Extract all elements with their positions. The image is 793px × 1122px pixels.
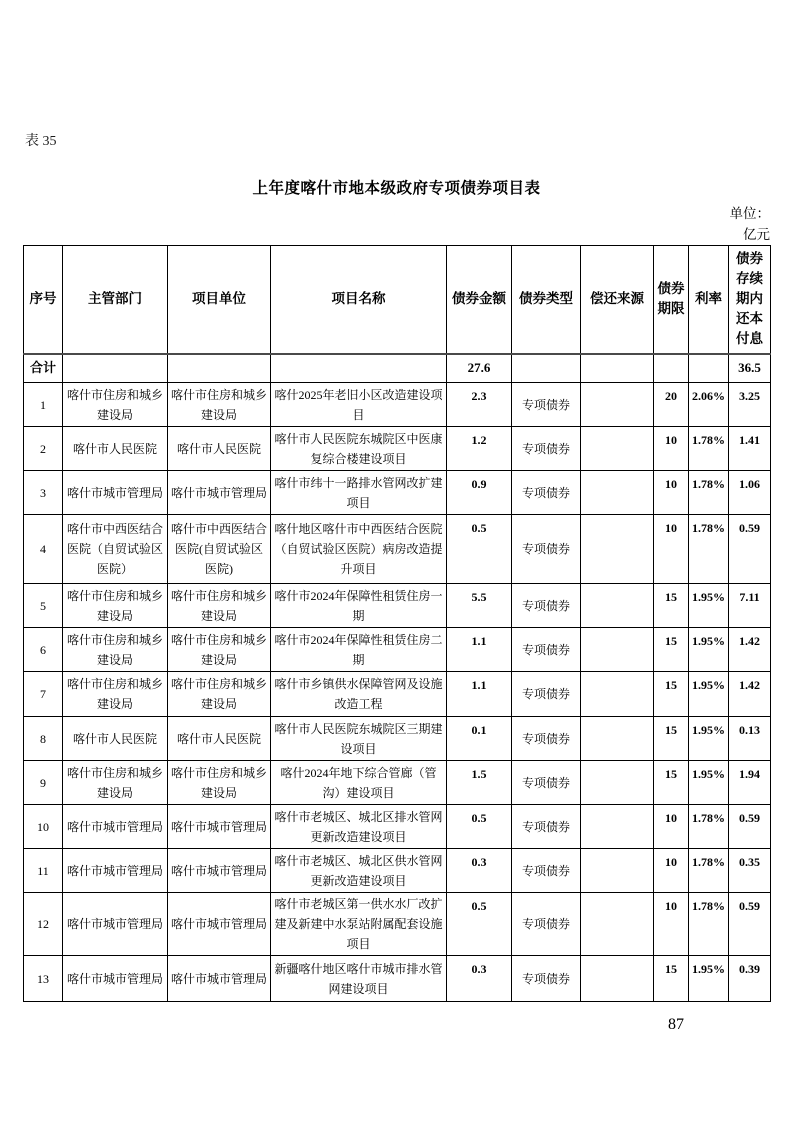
cell-repayment-source bbox=[581, 427, 654, 471]
cell-repayment-source bbox=[581, 956, 654, 1002]
cell-bond-amount: 5.5 bbox=[447, 584, 512, 628]
column-header-debt-service: 债券存续期内还本付息 bbox=[729, 246, 771, 354]
table-row bbox=[24, 584, 771, 628]
total-project-unit-cell bbox=[168, 354, 271, 383]
cell-project-unit: 喀什市中西医结合医院(自贸试验区医院) bbox=[168, 515, 271, 584]
cell-serial: 9 bbox=[24, 761, 63, 805]
cell-project-name: 喀什市老城区第一供水水厂改扩建及新建中水泵站附属配套设施项目 bbox=[271, 893, 447, 956]
total-row bbox=[24, 354, 771, 383]
table-row bbox=[24, 717, 771, 761]
cell-bond-term: 10 bbox=[654, 849, 689, 893]
cell-debt-service: 0.59 bbox=[729, 805, 771, 849]
cell-bond-type: 专项债券 bbox=[512, 893, 581, 956]
cell-serial: 2 bbox=[24, 427, 63, 471]
cell-project-unit: 喀什市住房和城乡建设局 bbox=[168, 672, 271, 717]
cell-debt-service: 0.59 bbox=[729, 893, 771, 956]
table-row bbox=[24, 427, 771, 471]
cell-project-unit: 喀什市住房和城乡建设局 bbox=[168, 584, 271, 628]
cell-project-name: 喀什市2024年保障性租赁住房一期 bbox=[271, 584, 447, 628]
total-bond-type-cell bbox=[512, 354, 581, 383]
table-header bbox=[24, 246, 771, 354]
cell-bond-term: 15 bbox=[654, 672, 689, 717]
table-row bbox=[24, 383, 771, 427]
cell-department: 喀什市人民医院 bbox=[63, 717, 168, 761]
unit-note-line1: 单位： bbox=[729, 206, 770, 221]
cell-department: 喀什市中西医结合医院（自贸试验区医院） bbox=[63, 515, 168, 584]
cell-project-name: 新疆喀什地区喀什市城市排水管网建设项目 bbox=[271, 956, 447, 1002]
cell-bond-term: 15 bbox=[654, 956, 689, 1002]
cell-bond-term: 10 bbox=[654, 471, 689, 515]
cell-serial: 8 bbox=[24, 717, 63, 761]
column-header-project-name: 项目名称 bbox=[271, 246, 447, 354]
cell-bond-term: 15 bbox=[654, 628, 689, 672]
cell-bond-amount: 0.3 bbox=[447, 956, 512, 1002]
cell-serial: 13 bbox=[24, 956, 63, 1002]
table-row bbox=[24, 471, 771, 515]
cell-interest-rate: 1.78% bbox=[689, 427, 729, 471]
cell-project-name: 喀什市纬十一路排水管网改扩建项目 bbox=[271, 471, 447, 515]
cell-debt-service: 1.06 bbox=[729, 471, 771, 515]
cell-repayment-source bbox=[581, 471, 654, 515]
cell-department: 喀什市人民医院 bbox=[63, 427, 168, 471]
cell-debt-service: 0.39 bbox=[729, 956, 771, 1002]
total-project-name-cell bbox=[271, 354, 447, 383]
cell-bond-amount: 1.1 bbox=[447, 628, 512, 672]
bond-projects-table bbox=[23, 245, 771, 1002]
cell-serial: 7 bbox=[24, 672, 63, 717]
cell-bond-amount: 0.3 bbox=[447, 849, 512, 893]
cell-interest-rate: 1.78% bbox=[689, 849, 729, 893]
table-row bbox=[24, 672, 771, 717]
cell-department: 喀什市城市管理局 bbox=[63, 471, 168, 515]
column-header-bond-type: 债券类型 bbox=[512, 246, 581, 354]
table-row bbox=[24, 956, 771, 1002]
cell-bond-type: 专项债券 bbox=[512, 383, 581, 427]
cell-interest-rate: 1.95% bbox=[689, 672, 729, 717]
unit-note bbox=[730, 203, 771, 245]
cell-project-unit: 喀什市城市管理局 bbox=[168, 805, 271, 849]
column-header-project-unit: 项目单位 bbox=[168, 246, 271, 354]
total-bond-term-cell bbox=[654, 354, 689, 383]
table-row bbox=[24, 849, 771, 893]
cell-bond-amount: 1.5 bbox=[447, 761, 512, 805]
total-interest-rate-cell bbox=[689, 354, 729, 383]
cell-interest-rate: 1.95% bbox=[689, 956, 729, 1002]
cell-repayment-source bbox=[581, 628, 654, 672]
cell-repayment-source bbox=[581, 849, 654, 893]
cell-bond-amount: 0.5 bbox=[447, 805, 512, 849]
table-row bbox=[24, 805, 771, 849]
cell-serial: 4 bbox=[24, 515, 63, 584]
cell-bond-term: 10 bbox=[654, 805, 689, 849]
cell-bond-type: 专项债券 bbox=[512, 761, 581, 805]
cell-serial: 11 bbox=[24, 849, 63, 893]
table-row bbox=[24, 761, 771, 805]
cell-project-unit: 喀什市城市管理局 bbox=[168, 956, 271, 1002]
cell-bond-term: 15 bbox=[654, 584, 689, 628]
column-header-interest-rate: 利率 bbox=[689, 246, 729, 354]
cell-interest-rate: 1.95% bbox=[689, 761, 729, 805]
cell-project-name: 喀什2024年地下综合管廊（管沟）建设项目 bbox=[271, 761, 447, 805]
cell-project-name: 喀什市人民医院东城院区中医康复综合楼建设项目 bbox=[271, 427, 447, 471]
cell-interest-rate: 1.95% bbox=[689, 584, 729, 628]
cell-bond-type: 专项债券 bbox=[512, 805, 581, 849]
cell-project-name: 喀什地区喀什市中西医结合医院（自贸试验区医院）病房改造提升项目 bbox=[271, 515, 447, 584]
cell-department: 喀什市住房和城乡建设局 bbox=[63, 383, 168, 427]
cell-repayment-source bbox=[581, 383, 654, 427]
cell-project-unit: 喀什市住房和城乡建设局 bbox=[168, 383, 271, 427]
cell-project-name: 喀什市老城区、城北区供水管网更新改造建设项目 bbox=[271, 849, 447, 893]
column-header-department: 主管部门 bbox=[63, 246, 168, 354]
column-header-bond-amount: 债券金额 bbox=[447, 246, 512, 354]
cell-department: 喀什市城市管理局 bbox=[63, 805, 168, 849]
cell-department: 喀什市住房和城乡建设局 bbox=[63, 628, 168, 672]
cell-serial: 3 bbox=[24, 471, 63, 515]
cell-bond-type: 专项债券 bbox=[512, 471, 581, 515]
cell-project-unit: 喀什市城市管理局 bbox=[168, 849, 271, 893]
cell-debt-service: 1.94 bbox=[729, 761, 771, 805]
cell-project-unit: 喀什市住房和城乡建设局 bbox=[168, 628, 271, 672]
total-repayment-source-cell bbox=[581, 354, 654, 383]
cell-debt-service: 3.25 bbox=[729, 383, 771, 427]
cell-department: 喀什市住房和城乡建设局 bbox=[63, 672, 168, 717]
table-body bbox=[24, 354, 771, 1002]
cell-department: 喀什市城市管理局 bbox=[63, 893, 168, 956]
cell-interest-rate: 1.95% bbox=[689, 717, 729, 761]
cell-project-unit: 喀什市城市管理局 bbox=[168, 471, 271, 515]
cell-bond-term: 10 bbox=[654, 515, 689, 584]
table-row bbox=[24, 628, 771, 672]
page-title: 上年度喀什市地本级政府专项债券项目表 bbox=[252, 180, 541, 197]
cell-project-name: 喀什市2024年保障性租赁住房二期 bbox=[271, 628, 447, 672]
cell-bond-amount: 0.5 bbox=[447, 515, 512, 584]
cell-project-unit: 喀什市人民医院 bbox=[168, 427, 271, 471]
cell-repayment-source bbox=[581, 515, 654, 584]
cell-bond-type: 专项债券 bbox=[512, 628, 581, 672]
cell-bond-type: 专项债券 bbox=[512, 849, 581, 893]
column-header-bond-term: 债券期限 bbox=[654, 246, 689, 354]
total-label-cell: 合计 bbox=[24, 354, 63, 383]
cell-project-name: 喀什市人民医院东城院区三期建设项目 bbox=[271, 717, 447, 761]
total-debt-service-cell: 36.5 bbox=[729, 354, 771, 383]
cell-bond-type: 专项债券 bbox=[512, 427, 581, 471]
cell-bond-type: 专项债券 bbox=[512, 515, 581, 584]
total-bond-amount-cell: 27.6 bbox=[447, 354, 512, 383]
cell-interest-rate: 1.78% bbox=[689, 471, 729, 515]
cell-repayment-source bbox=[581, 805, 654, 849]
cell-project-name: 喀什市乡镇供水保障管网及设施改造工程 bbox=[271, 672, 447, 717]
cell-bond-term: 15 bbox=[654, 761, 689, 805]
cell-project-unit: 喀什市住房和城乡建设局 bbox=[168, 761, 271, 805]
cell-serial: 12 bbox=[24, 893, 63, 956]
cell-debt-service: 1.41 bbox=[729, 427, 771, 471]
cell-serial: 10 bbox=[24, 805, 63, 849]
cell-repayment-source bbox=[581, 672, 654, 717]
cell-bond-term: 10 bbox=[654, 893, 689, 956]
cell-bond-amount: 0.1 bbox=[447, 717, 512, 761]
cell-debt-service: 0.59 bbox=[729, 515, 771, 584]
total-department-cell bbox=[63, 354, 168, 383]
cell-bond-type: 专项债券 bbox=[512, 717, 581, 761]
cell-debt-service: 0.35 bbox=[729, 849, 771, 893]
page-number: 87 bbox=[668, 1016, 684, 1033]
cell-project-unit: 喀什市人民医院 bbox=[168, 717, 271, 761]
cell-bond-type: 专项债券 bbox=[512, 584, 581, 628]
table-number-label: 表 35 bbox=[25, 134, 57, 149]
cell-debt-service: 1.42 bbox=[729, 672, 771, 717]
cell-bond-amount: 0.9 bbox=[447, 471, 512, 515]
cell-repayment-source bbox=[581, 584, 654, 628]
column-header-repayment-source: 偿还来源 bbox=[581, 246, 654, 354]
cell-interest-rate: 1.78% bbox=[689, 893, 729, 956]
cell-serial: 1 bbox=[24, 383, 63, 427]
cell-serial: 6 bbox=[24, 628, 63, 672]
cell-debt-service: 7.11 bbox=[729, 584, 771, 628]
cell-debt-service: 0.13 bbox=[729, 717, 771, 761]
cell-bond-amount: 1.1 bbox=[447, 672, 512, 717]
cell-bond-term: 10 bbox=[654, 427, 689, 471]
cell-interest-rate: 2.06% bbox=[689, 383, 729, 427]
table-row bbox=[24, 893, 771, 956]
cell-bond-type: 专项债券 bbox=[512, 956, 581, 1002]
cell-bond-amount: 1.2 bbox=[447, 427, 512, 471]
cell-department: 喀什市住房和城乡建设局 bbox=[63, 761, 168, 805]
cell-repayment-source bbox=[581, 717, 654, 761]
cell-interest-rate: 1.78% bbox=[689, 805, 729, 849]
cell-interest-rate: 1.78% bbox=[689, 515, 729, 584]
cell-serial: 5 bbox=[24, 584, 63, 628]
cell-debt-service: 1.42 bbox=[729, 628, 771, 672]
cell-department: 喀什市住房和城乡建设局 bbox=[63, 584, 168, 628]
cell-repayment-source bbox=[581, 893, 654, 956]
cell-project-name: 喀什市老城区、城北区排水管网更新改造建设项目 bbox=[271, 805, 447, 849]
cell-repayment-source bbox=[581, 761, 654, 805]
cell-bond-term: 15 bbox=[654, 717, 689, 761]
cell-bond-term: 20 bbox=[654, 383, 689, 427]
cell-project-unit: 喀什市城市管理局 bbox=[168, 893, 271, 956]
cell-interest-rate: 1.95% bbox=[689, 628, 729, 672]
cell-department: 喀什市城市管理局 bbox=[63, 849, 168, 893]
cell-bond-amount: 0.5 bbox=[447, 893, 512, 956]
cell-project-name: 喀什2025年老旧小区改造建设项目 bbox=[271, 383, 447, 427]
table-row bbox=[24, 515, 771, 584]
column-header-serial: 序号 bbox=[24, 246, 63, 354]
cell-bond-type: 专项债券 bbox=[512, 672, 581, 717]
cell-department: 喀什市城市管理局 bbox=[63, 956, 168, 1002]
unit-note-line2: 亿元 bbox=[743, 227, 770, 242]
cell-bond-amount: 2.3 bbox=[447, 383, 512, 427]
